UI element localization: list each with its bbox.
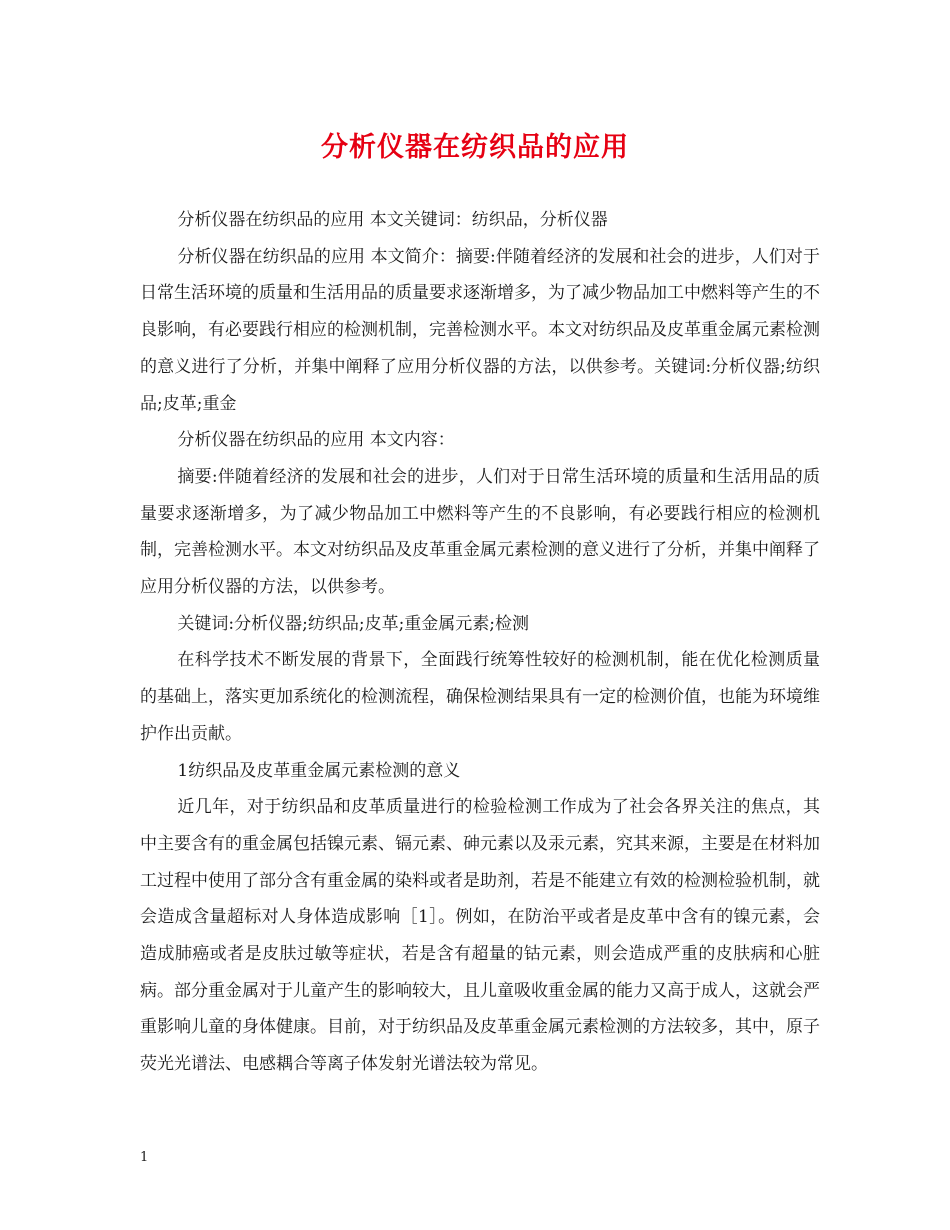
section-paragraph: 近几年，对于纺织品和皮革质量进行的检验检测工作成为了社会各界关注的焦点，其中主要含有的重金属包括镍元素、镉元素、砷元素以及汞元素，究其来源，主要是在材料加工过程中使用了部分含有重金属的染料或者是助剂，若是不能建立有效的检测检验机制，就会造成含量超标对人身体造成影响［1］。例如，在防治平或者是皮革中含有的镍元素，会造成肺癌或者是皮肤过敏等症状，若是含有超量的钴元素，则会造成严重的皮肤病和心脏病。部分重金属对于儿童产生的影响较大，且儿童吸收重金属的能力又高于成人，这就会严重影响儿童的身体健康。目前，对于纺织品及皮革重金属元素检测的方法较多，其中，原子荧光光谱法、电感耦合等离子体发射光谱法较为常见。: [140, 797, 820, 1075]
document-title: 分析仪器在纺织品的应用: [321, 132, 629, 163]
page-number: 1: [140, 1150, 149, 1165]
keywords-line: 分析仪器在纺织品的应用 本文关键词：纺织品，分析仪器: [177, 210, 608, 230]
section-heading: 1纺织品及皮革重金属元素检测的意义: [177, 760, 461, 781]
document-body: [140, 202, 820, 1083]
keywords-paragraph: 关键词:分析仪器;纺织品;皮革;重金属元素;检测: [177, 613, 530, 634]
summary-paragraph: 分析仪器在纺织品的应用 本文简介：摘要:伴随着经济的发展和社会的进步，人们对于日常生活环境的质量和生活用品的质量要求逐渐增多，为了减少物品加工中燃料等产生的不良影响，有必要践行相应的检测机制，完善检测水平。本文对纺织品及皮革重金属元素检测的意义进行了分析，并集中阐释了应用分析仪器的方法，以供参考。关键词:分析仪器;纺织品;皮革;重金: [140, 246, 820, 414]
content-heading: 分析仪器在纺织品的应用 本文内容：: [177, 430, 455, 451]
abstract-paragraph: 摘要:伴随着经济的发展和社会的进步，人们对于日常生活环境的质量和生活用品的质量要求逐渐增多，为了减少物品加工中燃料等产生的不良影响，有必要践行相应的检测机制，完善检测水平。本文对纺织品及皮革重金属元素检测的意义进行了分析，并集中阐释了应用分析仪器的方法，以供参考。: [140, 466, 820, 598]
intro-paragraph: 在科学技术不断发展的背景下，全面践行统筹性较好的检测机制，能在优化检测质量的基础上，落实更加系统化的检测流程，确保检测结果具有一定的检测价值，也能为环境维护作出贡献。: [140, 650, 820, 744]
